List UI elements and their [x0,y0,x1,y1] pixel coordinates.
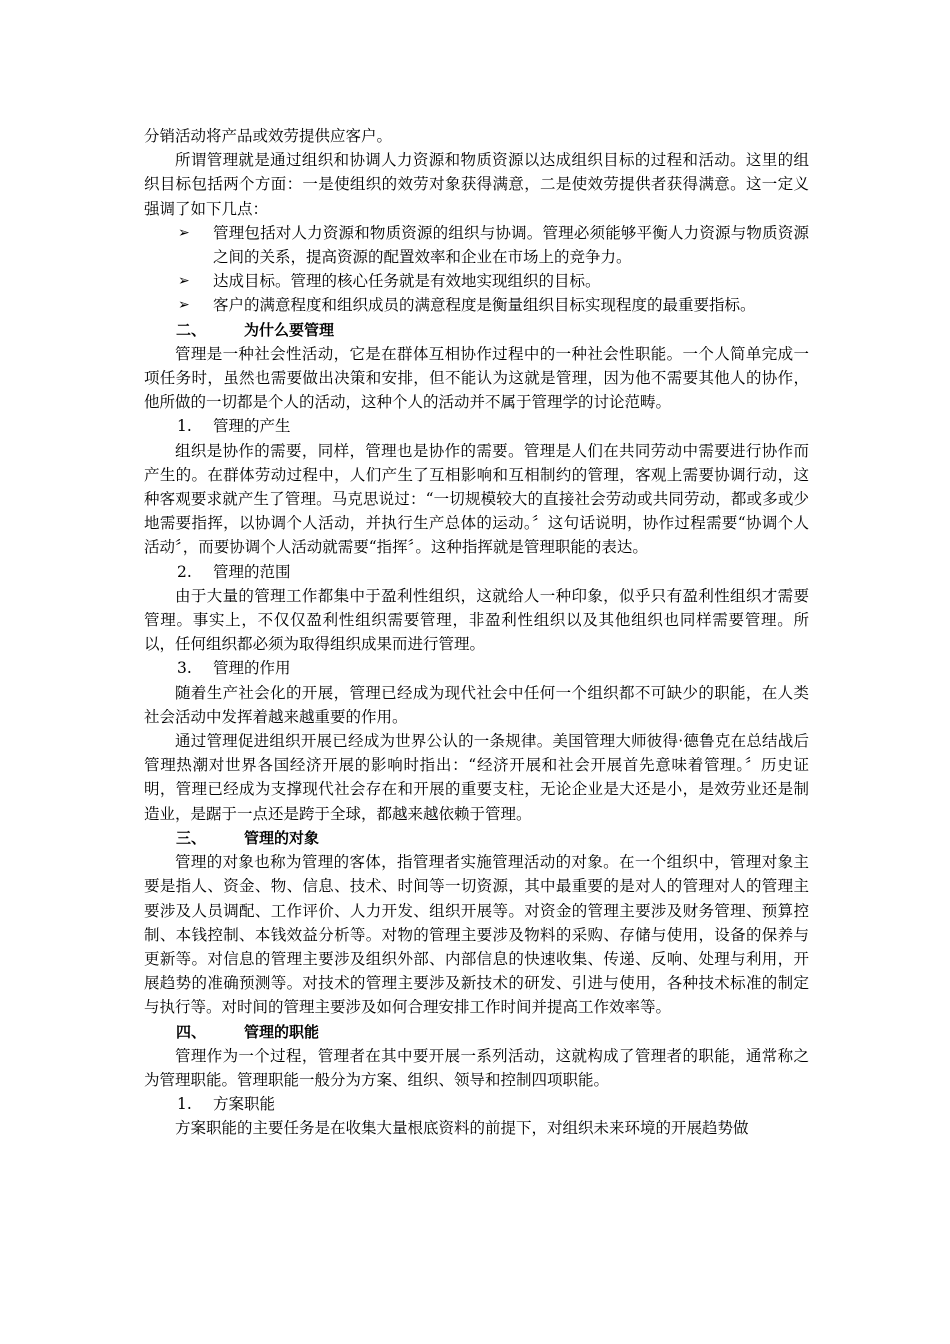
section-title: 管理的职能 [244,1022,320,1041]
paragraph: 管理是一种社会性活动，它是在群体互相协作过程中的一种社会性职能。一个人简单完成一项任务时，虽然也需要做出决策和安排，但不能认为这就是管理，因为他不需要其他人的协作，他所做的一切都是个人的活动，这种个人的活动并不属于管理学的讨论范畴。 [144,344,809,412]
section-number: 三、 [176,828,207,847]
subsection-number: 2. [177,562,192,581]
subsection-title: 方案职能 [213,1095,276,1114]
paragraph: 组织是协作的需要，同样，管理也是协作的需要。管理是人们在共同劳动中需要进行协作而产生的。在群体劳动过程中，人们产生了互相影响和互相制约的管理，客观上需要协调行动，这种客观要求就产生了管理。马克思说过：“一切规模较大的直接社会劳动或共同劳动，都或多或少地需要指挥，以协调个人活动，并执行生产总体的运动。〞这句话说明，协作过程需要“协调个人活动〞，而要协调个人活动就需要“指挥〞。这种指挥就是管理职能的表达。 [144,441,809,557]
subsection-heading [144,1092,809,1116]
bullet-text: 客户的满意程度和组织成员的满意程度是衡量组织目标实现程度的最重要指标。 [213,296,756,315]
arrow-bullet-icon: ➢ [178,224,190,241]
section-heading [144,318,809,342]
paragraph: 管理的对象也称为管理的客体，指管理者实施管理活动的对象。在一个组织中，管理对象主要是指人、资金、物、信息、技术、时间等一切资源，其中最重要的是对人的管理对人的管理主要涉及人员调配、工作评价、人力开发、组织开展等。对资金的管理主要涉及财务管理、预算控制、本钱控制、本钱效益分析等。对物的管理主要涉及物料的采购、存储与使用，设备的保养与更新等。对信息的管理主要涉及组织外部、内部信息的快速收集、传递、反响、处理与利用，开展趋势的准确预测等。对技术的管理主要涉及新技术的研发、引进与使用，各种技术标准的制定与执行等。对时间的管理主要涉及如何合理安排工作时间并提高工作效率等。 [144,853,809,1017]
subsection-number: 1. [177,1095,192,1114]
subsection-heading [144,414,809,438]
arrow-bullet-icon: ➢ [178,273,190,290]
paragraph: 通过管理促进组织开展已经成为世界公认的一条规律。美国管理大师彼得·德鲁克在总结战后管理热潮对世界各国经济开展的影响时指出：“经济开展和社会开展首先意味着管理。〞历史证明，管理已经成为支撑现代社会存在和开展的重要支柱，无论企业是大还是小，是效劳业还是制造业，是踞于一点还是跨于全球，都越来越依赖于管理。 [144,732,809,823]
section-number: 四、 [176,1022,207,1041]
paragraph: 所谓管理就是通过组织和协调人力资源和物质资源以达成组织目标的过程和活动。这里的组织目标包括两个方面：一是使组织的效劳对象获得满意，二是使效劳提供者获得满意。这一定义强调了如下几点： [144,151,809,218]
subsection-number: 3. [177,659,192,678]
section-title: 管理的对象 [244,828,320,847]
bullet-text: 达成目标。管理的核心任务就是有效地实现组织的目标。 [213,272,601,291]
subsection-number: 1. [177,417,192,436]
section-heading [144,1020,809,1044]
bullet-item [144,293,809,317]
paragraph: 分销活动将产品或效劳提供应客户。 [144,127,393,145]
paragraph: 方案职能的主要任务是在收集大量根底资料的前提下，对组织未来环境的开展趋势做 [175,1119,749,1138]
bullet-item [144,269,809,293]
section-title: 为什么要管理 [244,320,335,339]
bullet-text: 管理包括对人力资源和物质资源的组织与协调。管理必须能够平衡人力资源与物质资源之间的关系，提高资源的配置效率和企业在市场上的竞争力。 [213,223,809,267]
subsection-heading [144,656,809,680]
arrow-bullet-icon: ➢ [178,297,190,314]
subsection-title: 管理的范围 [213,562,291,581]
bullet-item [144,221,809,269]
section-heading [144,826,809,850]
paragraph: 由于大量的管理工作都集中于盈利性组织，这就给人一种印象，似乎只有盈利性组织才需要管理。事实上，不仅仅盈利性组织需要管理，非盈利性组织以及其他组织也同样需要管理。所以，任何组织都必须为取得组织成果而进行管理。 [144,586,809,654]
section-number: 二、 [176,320,207,339]
subsection-heading [144,560,809,584]
paragraph: 随着生产社会化的开展，管理已经成为现代社会中任何一个组织都不可缺少的职能，在人类社会活动中发挥着越来越重要的作用。 [144,683,809,726]
document-body [144,124,809,1141]
subsection-title: 管理的产生 [213,417,291,436]
bullet-list [144,221,809,318]
paragraph: 管理作为一个过程，管理者在其中要开展一系列活动，这就构成了管理者的职能，通常称之为管理职能。管理职能一般分为方案、组织、领导和控制四项职能。 [144,1046,809,1089]
subsection-title: 管理的作用 [213,659,291,678]
